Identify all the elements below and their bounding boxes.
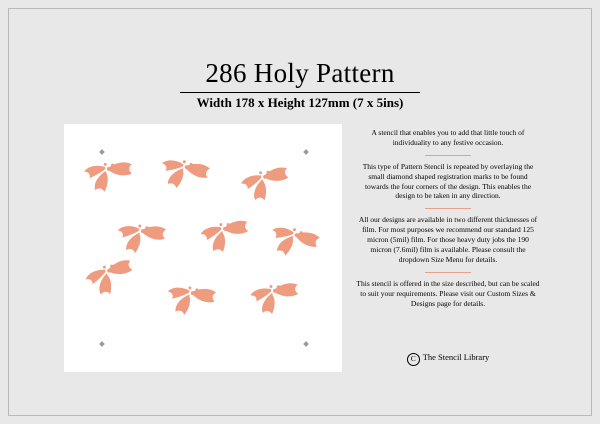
description-paragraph-3: All our designs are available in two different thicknesses of film. For most purposes we recommend our standard 125 micron (5mil) film. For those heavy duty jobs the 190 micron (7.6mil) film is available. Please consult the dropdown Size Menu for details. — [358, 215, 538, 264]
description-paragraph-1: A stencil that enables you to add that little touch of individuality to any festive occasion. — [371, 128, 525, 147]
copyright-text: The Stencil Library — [422, 352, 490, 362]
description-paragraph-4: This stencil is offered in the size described, but can be scaled to suit your requirements. Please visit our Custom Sizes & Designs page for details. — [356, 278, 540, 308]
copyright-icon: C — [407, 353, 420, 366]
title-underline — [180, 92, 420, 93]
holly-pattern-artwork — [64, 124, 342, 372]
divider-1 — [425, 155, 471, 156]
description-column — [356, 128, 540, 308]
divider-2 — [425, 208, 471, 209]
divider-3 — [425, 272, 471, 273]
holly-motifs — [83, 154, 320, 319]
copyright-line — [356, 352, 540, 366]
page-subtitle: Width 178 x Height 127mm (7 x 5ins) — [196, 95, 404, 110]
stencil-preview-panel — [64, 124, 342, 372]
description-paragraph-2: This type of Pattern Stencil is repeated by overlaying the small diamond shaped registration marks to be found towards the four corners of the design. This enables the design to be taken in any direction. — [362, 161, 534, 201]
page-title: 286 Holy Pattern — [205, 58, 395, 88]
